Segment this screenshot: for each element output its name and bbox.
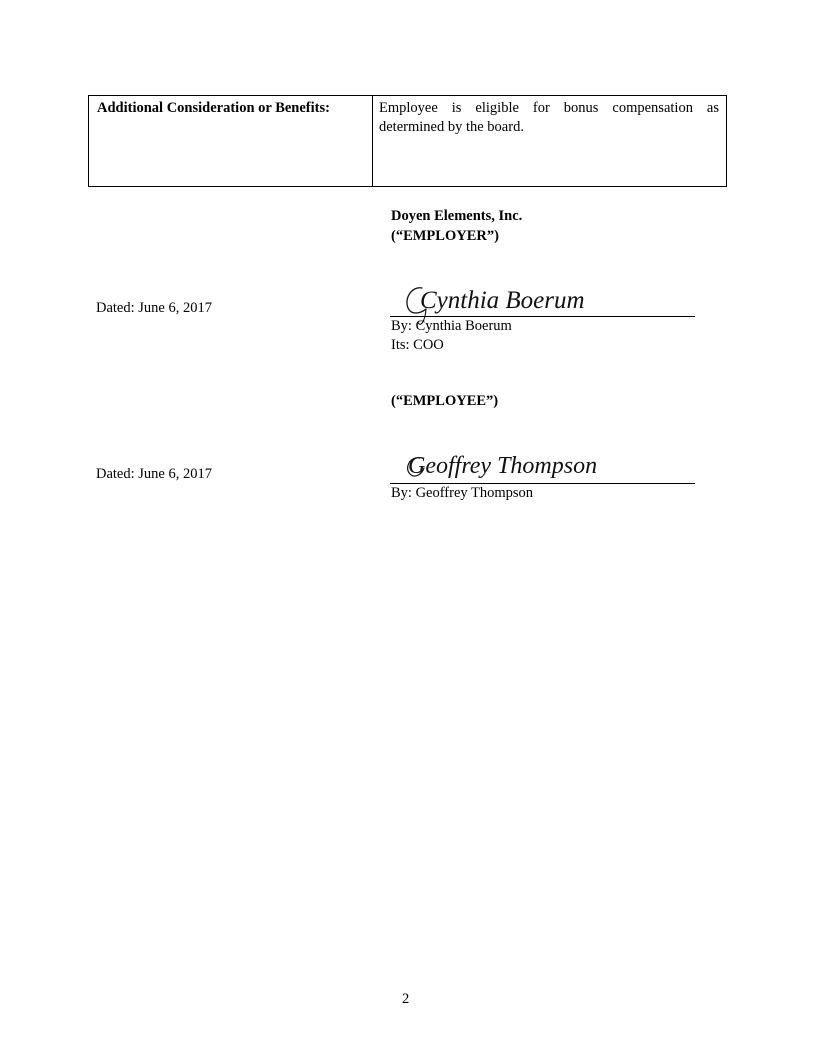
employer-company-name: Doyen Elements, Inc. (391, 208, 523, 224)
employee-signer-name: By: Geoffrey Thompson (391, 485, 534, 501)
employer-signer-name: By: Cynthia Boerum (391, 318, 512, 334)
page-number: 2 (402, 991, 410, 1007)
employee-dated: Dated: June 6, 2017 (96, 466, 212, 482)
employer-dated: Dated: June 6, 2017 (96, 300, 212, 316)
employer-signature-text: Cynthia Boerum (420, 287, 585, 314)
employer-caption: (“EMPLOYER”) (391, 228, 499, 244)
employee-caption: (“EMPLOYEE”) (391, 393, 499, 409)
employee-signature-text: Geoffrey Thompson (408, 453, 598, 479)
terms-value: Employee is eligible for bonus compensation as determined by the board. (379, 100, 719, 135)
terms-table (88, 95, 727, 187)
terms-label: Additional Consideration or Benefits: (89, 96, 373, 186)
employer-signer-title: Its: COO (391, 337, 444, 353)
